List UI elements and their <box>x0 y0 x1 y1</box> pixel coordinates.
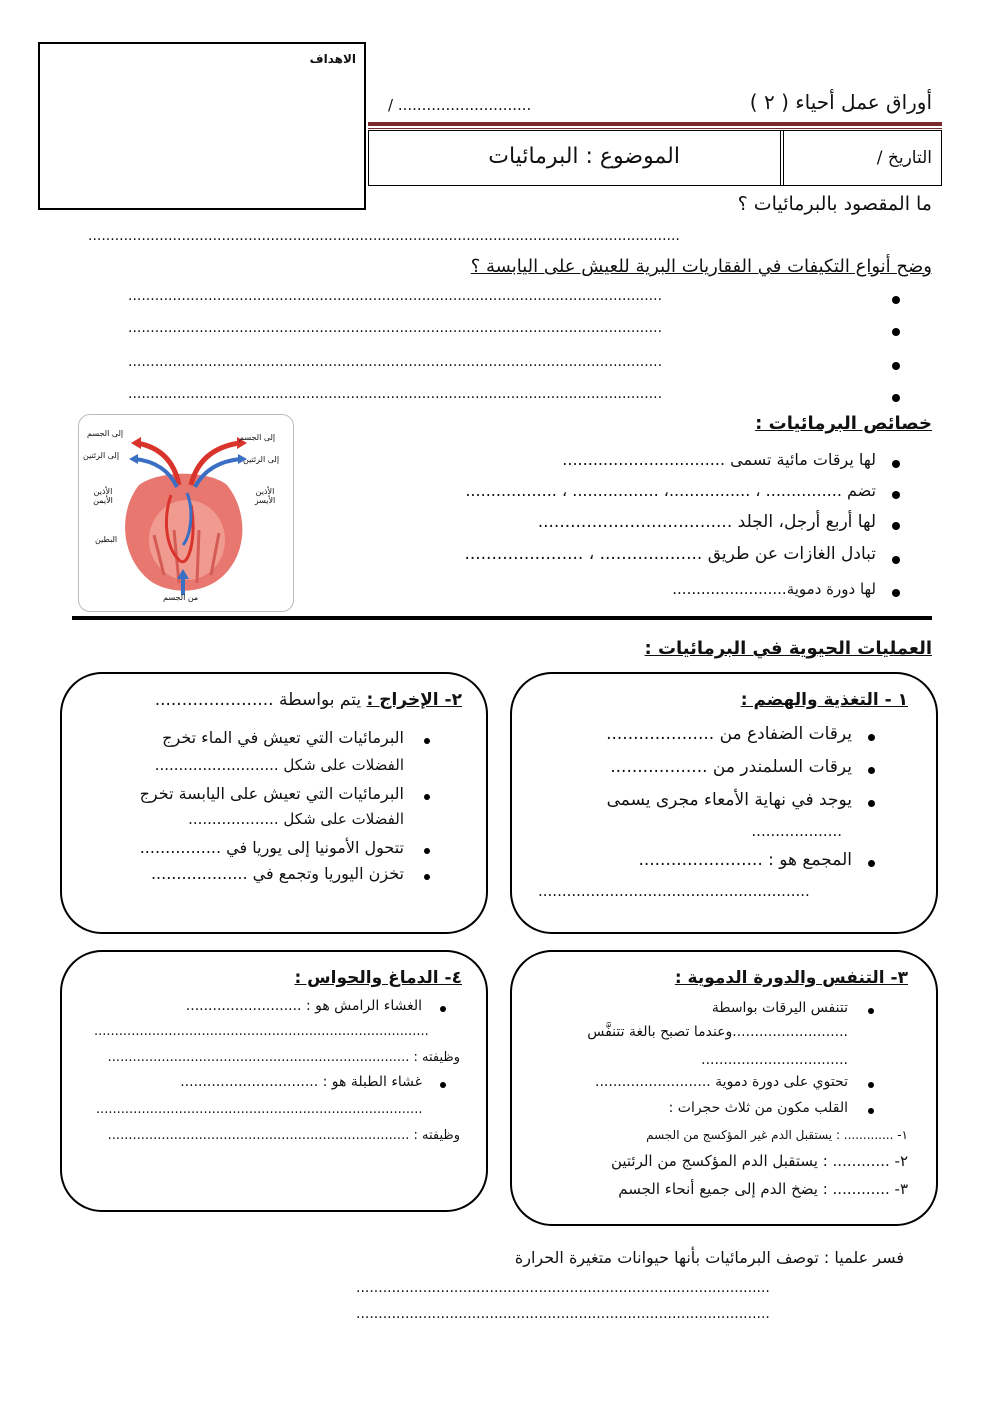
final-answer-line[interactable]: ............................................................................................. <box>356 1280 770 1296</box>
brain-function-line[interactable]: وظيفته : ......................................................................... <box>107 1128 460 1143</box>
char-item-5: لها دورة دموية........................ <box>672 580 876 598</box>
char-bullet-1 <box>892 460 900 468</box>
excretion-cont-1: الفضلات على شكل .......................... <box>154 756 404 774</box>
q2-answer-line[interactable]: ........................................................................................................................ <box>128 320 663 336</box>
q2-bullet-2 <box>892 328 900 336</box>
brain-line[interactable]: ............................................................................... <box>96 1102 423 1117</box>
q2-question: وضح أنواع التكيفات في الفقاريات البرية للعيش على اليابسة ؟ <box>470 256 932 277</box>
q2-answer-line[interactable]: ........................................................................................................................ <box>128 354 663 370</box>
respiration-bullet-3 <box>868 1108 874 1114</box>
respiration-item-1: تتنفس اليرقات بواسطة <box>711 1000 848 1016</box>
nutrition-bullet-4 <box>868 860 875 867</box>
brain-bullet-1 <box>440 1006 446 1012</box>
q2-answer-line[interactable]: ........................................................................................................................ <box>128 386 663 402</box>
nutrition-item-4: المجمع هو : ....................... <box>638 850 852 870</box>
nutrition-item-2: يرقات السلمندر من .................. <box>610 757 852 777</box>
q1-question: ما المقصود بالبرمائيات ؟ <box>737 193 932 215</box>
excretion-bullet-1 <box>424 738 430 744</box>
brain-line[interactable]: ................................................................................. <box>94 1024 429 1039</box>
char-bullet-4 <box>892 556 900 564</box>
topic-table-divider-2 <box>783 131 784 185</box>
chamber-2: ٢- ............ : يستقبل الدم المؤكسج من الرئتين <box>610 1152 908 1170</box>
excretion-item-3: تتحول الأمونيا إلى يوريا في ................ <box>139 838 404 857</box>
char-bullet-5 <box>892 589 900 597</box>
header-rule-thin <box>368 128 942 129</box>
label-right-atrium: الأذين الأيمن <box>93 487 113 505</box>
excretion-box <box>60 672 488 934</box>
nutrition-bullet-3 <box>868 800 875 807</box>
objectives-box <box>38 42 366 210</box>
brain-function-line[interactable]: وظيفته : ......................................................................... <box>107 1050 460 1065</box>
char-item-1: لها يرقات مائية تسمى ................................ <box>562 450 876 469</box>
brain-item-2: غشاء الطبلة هو : ............................... <box>180 1074 422 1090</box>
excretion-cont-2: الفضلات على شكل ................... <box>188 810 404 828</box>
nutrition-item-3: يوجد في نهاية الأمعاء مجرى يسمى <box>606 790 852 810</box>
heart-diagram <box>78 414 294 612</box>
q2-bullet-4 <box>892 394 900 402</box>
q1-answer-line[interactable]: ..................................................................................................................................... <box>88 228 680 244</box>
brain-item-1: الغشاء الرامش هو : .......................... <box>185 998 422 1014</box>
excretion-bullet-4 <box>424 874 430 880</box>
label-left-atrium: الأذين الأيسر <box>254 487 276 505</box>
characteristics-heading: خصائص البرمائيات : <box>755 413 932 434</box>
nutrition-item-1: يرقات الضفادع من .................... <box>606 724 852 744</box>
char-item-3: لها أربع أرجل، الجلد .................................... <box>537 512 876 532</box>
label-ventricle: البطين <box>95 535 118 544</box>
char-bullet-3 <box>892 522 900 530</box>
nutrition-bullet-2 <box>868 767 875 774</box>
chamber-1: ١- ............. : يستقبل الدم غير المؤكسج من الجسم <box>646 1128 908 1142</box>
label-to-body-right: إلى الجسم <box>239 433 276 442</box>
excretion-bullet-3 <box>424 848 430 854</box>
header-rule <box>368 122 942 126</box>
nutrition-title: ١ - التغذية والهضم : <box>740 690 908 710</box>
chamber-3: ٣- ............ : يضخ الدم إلى جميع أنحاء الجسم <box>618 1180 908 1198</box>
respiration-line-3: ................................. <box>701 1052 848 1068</box>
vital-heading: العمليات الحيوية في البرمائيات : <box>644 638 932 659</box>
label-to-body-left: إلى الجسم <box>87 429 124 438</box>
char-item-4: تبادل الغازات عن طريق ................... ، ...................... <box>464 544 876 564</box>
excretion-title-rest: يتم بواسطة ...................... <box>154 690 362 710</box>
excretion-title-row <box>90 690 462 710</box>
topic-table-divider <box>780 131 781 185</box>
nutrition-bullet-1 <box>868 734 875 741</box>
sheet-title: أوراق عمل أحياء ( ٢ ) <box>749 90 932 114</box>
respiration-bullet-2 <box>868 1082 874 1088</box>
topic-title: الموضوع : البرمائيات <box>488 144 680 169</box>
label-to-lungs-left: إلى الرئتين <box>83 451 120 460</box>
title-slash-dots: / ............................ <box>388 96 532 114</box>
label-to-lungs-right: إلى الرئتين <box>243 455 280 464</box>
objectives-label: الاهداف <box>309 52 356 66</box>
brain-title: ٤- الدماغ والحواس : <box>294 968 462 988</box>
respiration-item-2: تحتوي على دورة دموية .......................... <box>595 1074 848 1090</box>
excretion-item-1: البرمائيات التي تعيش في الماء تخرج <box>162 728 404 747</box>
nutrition-extra-line[interactable]: ......................................................... <box>538 882 810 900</box>
label-from-body: من الجسم <box>163 593 199 602</box>
section-divider <box>72 616 932 620</box>
final-question: فسر علميا : توصف البرمائيات بأنها حيوانات متغيرة الحرارة <box>514 1248 904 1267</box>
excretion-item-4: تخزن اليوريا وتجمع في ................... <box>150 864 404 883</box>
excretion-title: ٢- الإخراج : <box>366 690 462 710</box>
arrow-head <box>129 454 138 464</box>
respiration-line-2: ..........................وعندما تصبح بالغة تتنفَّس <box>587 1024 848 1040</box>
nutrition-item-3-continuation: ................... <box>751 822 842 840</box>
respiration-title: ٣- التنفس والدورة الدموية : <box>674 968 908 988</box>
q2-bullet-1 <box>892 296 900 304</box>
arrow-head <box>131 437 141 449</box>
excretion-bullet-2 <box>424 794 430 800</box>
q2-answer-line[interactable]: ........................................................................................................................ <box>128 288 663 304</box>
excretion-item-2: البرمائيات التي تعيش على اليابسة تخرج <box>139 784 404 803</box>
q2-bullet-3 <box>892 362 900 370</box>
final-answer-line[interactable]: ............................................................................................. <box>356 1306 770 1322</box>
char-bullet-2 <box>892 491 900 499</box>
heart-illustration <box>79 415 293 611</box>
respiration-bullet-1 <box>868 1008 874 1014</box>
brain-bullet-2 <box>440 1082 446 1088</box>
date-label: التاريخ / <box>876 148 932 168</box>
respiration-item-3: القلب مكون من ثلاث حجرات : <box>668 1100 848 1116</box>
char-item-2: تضم ............... ، ................، ................. ، .................. <box>465 481 876 500</box>
